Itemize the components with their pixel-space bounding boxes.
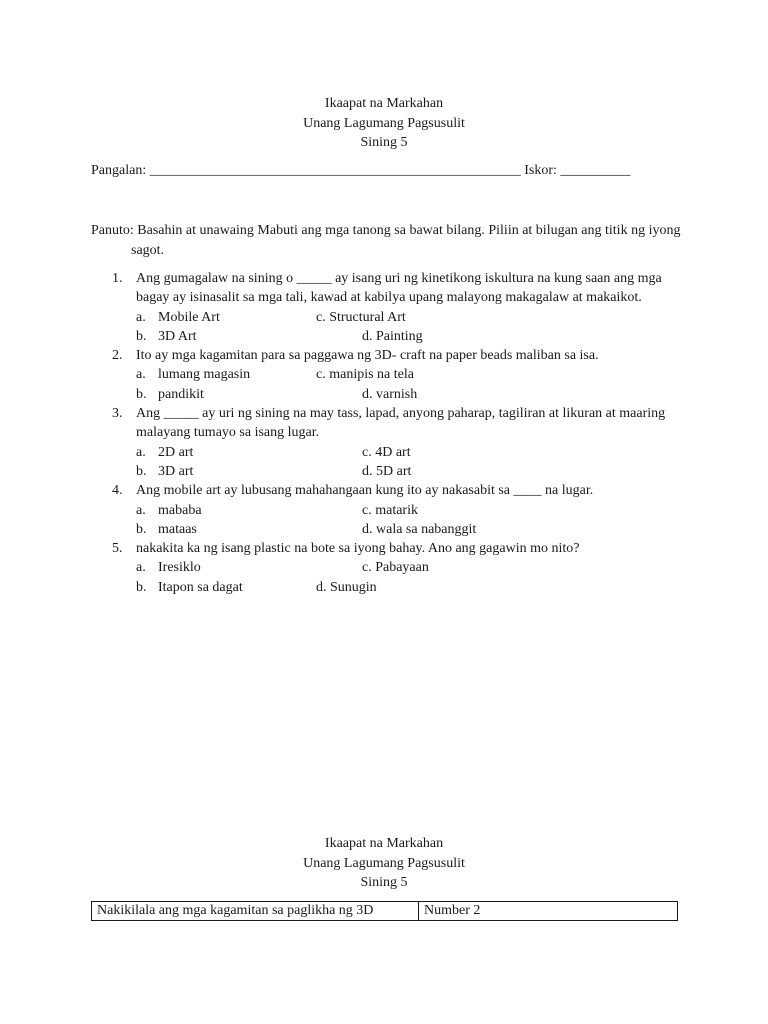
question-number: 3. [112,406,123,422]
option-d[interactable]: d. wala sa nabanggit [362,521,477,537]
score-blank: __________ [560,163,631,178]
instructions-text-end: sagot. [131,242,165,258]
table-cell-competency: Nakikilala ang mga kagamitan sa paglikha ng 3D [92,902,419,921]
option-c[interactable]: c. matarik [362,502,418,518]
option-row [136,520,691,539]
question-item [91,539,691,597]
question-number: 1. [112,271,123,286]
option-d[interactable]: d. Painting [362,328,423,344]
score-label: Iskor: [524,163,557,178]
question-item [91,481,691,539]
quarter-title: Ikaapat na Markahan [324,96,444,111]
option-c[interactable]: c. Pabayaan [362,560,429,576]
question-number: 4. [112,483,123,499]
option-b[interactable]: b. pandikit [136,386,204,402]
name-label: Pangalan: [91,163,147,178]
question-number: 2. [112,348,123,364]
name-score-line [91,161,630,180]
option-a[interactable]: a. lumang magasin [136,367,251,383]
instructions [91,221,681,260]
quarter-title: Ikaapat na Markahan [324,836,444,851]
exam-header-top [0,94,768,153]
option-c[interactable]: c. 4D art [362,444,411,460]
question-list [91,269,691,597]
option-a[interactable]: a. Mobile Art [136,309,220,325]
option-d[interactable]: d. varnish [362,386,418,402]
question-text: Ito ay mga kagamitan para sa paggawa ng 3D- craft na paper beads maliban sa isa. [136,348,599,364]
question-item [91,269,691,346]
question-item [91,404,691,481]
option-d[interactable]: d. Sunugin [316,579,377,595]
option-a[interactable]: a. 2D art [136,444,194,460]
option-row [136,501,691,520]
option-a[interactable]: a. Iresiklo [136,560,201,576]
question-text: nakakita ka ng isang plastic na bote sa iyong bahay. Ano ang gagawin mo nito? [136,541,580,557]
option-b[interactable]: b. mataas [136,521,197,537]
subject-title: Sining 5 [360,875,408,890]
question-text: Ang gumagalaw na sining o _____ ay isang uri ng kinetikong iskultura na kung saan ang mga bagay ay isinasalit sa mga tali, kawad at kabilya upang malayong makagalaw at makaikot. [136,271,662,306]
option-row [136,443,691,462]
option-row [136,558,691,577]
name-blank: _____________________________________________________ [149,163,521,178]
exam-title: Unang Lagumang Pagsusulit [303,855,465,871]
option-row [136,365,691,384]
instructions-text: Panuto: Basahin at unawaing Mabuti ang mga tanong sa bawat bilang. Piliin at bilugan ang titik ng iyong [91,223,681,238]
option-row [136,462,691,481]
option-c[interactable]: c. Structural Art [316,309,406,325]
table-cell-item-number: Number 2 [419,902,678,921]
table-row [92,902,678,921]
question-number: 5. [112,541,123,557]
option-row [136,308,691,327]
question-text: Ang _____ ay uri ng sining na may tass, lapad, anyong paharap, tagiliran at likuran at maaring malayang tumayo sa isang lugar. [136,406,666,441]
option-row [136,578,691,597]
exam-title: Unang Lagumang Pagsusulit [303,115,465,131]
specification-table [91,901,678,921]
exam-header-bottom [0,834,768,893]
option-b[interactable]: b. Itapon sa dagat [136,579,243,595]
question-item [91,346,691,404]
option-row [136,385,691,404]
option-a[interactable]: a. mababa [136,502,202,518]
subject-title: Sining 5 [360,135,408,150]
option-c[interactable]: c. manipis na tela [316,367,414,383]
option-b[interactable]: b. 3D art [136,463,194,479]
option-d[interactable]: d. 5D art [362,463,412,479]
question-text: Ang mobile art ay lubusang mahahangaan kung ito ay nakasabit sa ____ na lugar. [136,483,594,499]
option-row [136,327,691,346]
option-b[interactable]: b. 3D Art [136,328,197,344]
